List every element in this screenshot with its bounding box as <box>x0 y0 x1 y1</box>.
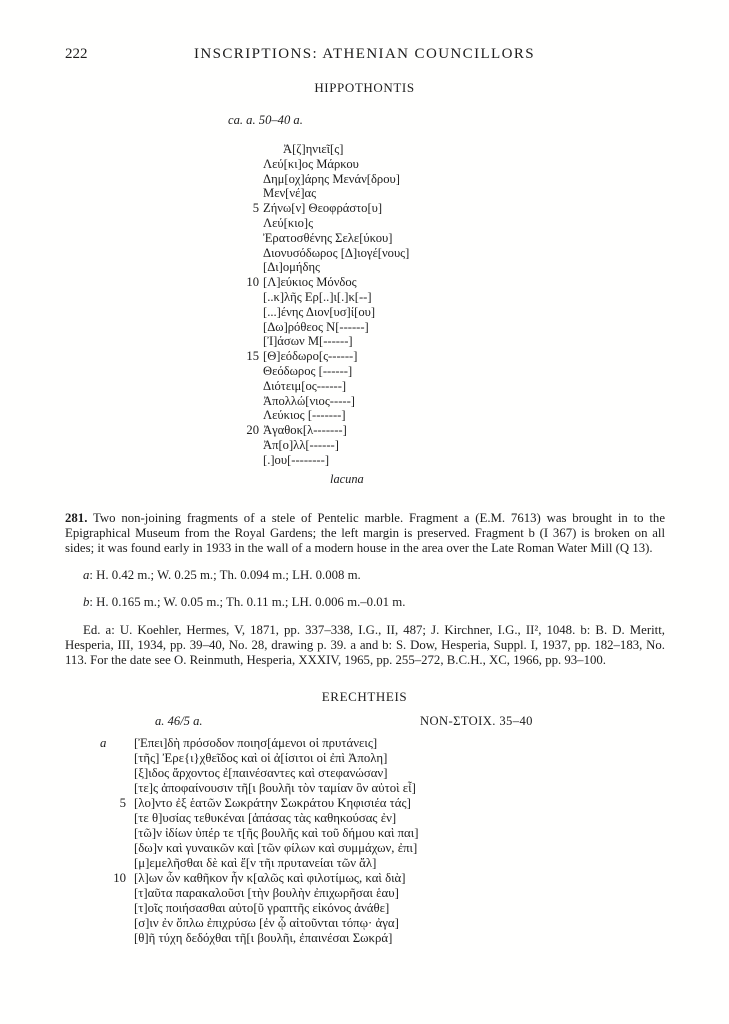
line-text: Ζήνω[ν] Θεοφράστο[υ] <box>263 201 383 216</box>
fragment-label: a <box>100 736 107 751</box>
line-text: [τε θ]υσίας τεθυκέναι [ἁπάσας τὰς καθηκούσας ἐν] <box>134 811 397 826</box>
line-number <box>243 394 259 409</box>
line-number <box>243 438 259 453</box>
page-header <box>0 0 729 62</box>
line-text: Ἀπ[ο]λλ[------] <box>263 437 339 452</box>
line-number <box>243 231 259 246</box>
erechtheis-meta-row <box>0 714 729 729</box>
inscription-line <box>100 766 729 781</box>
line-text: [ξ]ιδος ἄρχοντος ἐ[παινέσαντες καὶ στεφανώσαν] <box>134 766 388 781</box>
line-number <box>243 142 259 157</box>
inscription-line <box>100 856 729 871</box>
measurement-label: a <box>83 567 90 582</box>
line-text: [λ]ων ὧν καθῆκον ἦν κ[αλῶς καὶ φιλοτίμως, καὶ διὰ] <box>134 871 406 886</box>
inscription-block-erechtheis <box>100 736 729 946</box>
tribe-heading-hippothontis: HIPPOTHONTIS <box>314 80 415 95</box>
line-number <box>100 886 126 901</box>
running-title: INSCRIPTIONS: ATHENIAN COUNCILLORS <box>194 46 535 62</box>
inscription-line <box>243 423 729 438</box>
inscription-line <box>100 826 729 841</box>
inscription-line <box>243 364 729 379</box>
line-text: [τ]οῖς ποιήσασθαι αὐτο[ῦ γραπτῆς εἰκόνος ἀνάθε] <box>134 901 390 916</box>
line-text: [Δω]ρόθεος Ν[------] <box>263 319 369 334</box>
entry-number: 281. <box>65 510 88 525</box>
line-text: Λεύκιος [-------] <box>263 408 346 423</box>
inscription-line <box>243 201 729 216</box>
line-number <box>100 901 126 916</box>
inscription-line <box>243 246 729 261</box>
inscription-list-hippothontis <box>243 142 729 468</box>
line-number <box>243 216 259 231</box>
line-number: 5 <box>119 796 126 811</box>
line-text: Διότειμ[ος------] <box>263 378 347 393</box>
line-text: [Ἰ]άσων Μ[------] <box>263 334 353 349</box>
line-number <box>100 811 126 826</box>
line-text: Ἀ[ζ]ηνιεῖ[ς] <box>283 142 344 156</box>
line-text: Δημ[οχ]άρης Μενάν[δρου] <box>263 171 400 186</box>
line-number <box>100 931 126 946</box>
inscription-line <box>100 841 729 856</box>
line-text: Ἀγαθοκ[λ-------] <box>263 423 347 438</box>
line-number <box>100 751 126 766</box>
line-text: [τ]αῦτα παρακαλοῦσι [τὴν βουλὴν ἐπιχωρῆσαι ἑαυ] <box>134 886 399 901</box>
line-number: 10 <box>113 871 126 886</box>
line-text: [Δι]ομήδης <box>263 260 321 275</box>
line-text: [Θ]εόδωρο[ς------] <box>263 349 358 364</box>
line-text: Λεύ[κιο]ς <box>263 215 314 230</box>
line-text: Μεν[νέ]ας <box>263 186 317 201</box>
inscription-line <box>100 736 729 751</box>
inscription-line <box>100 811 729 826</box>
line-text: [...]ένης Διον[υσ]ί[ου] <box>263 304 376 319</box>
line-number <box>243 408 259 423</box>
inscription-line <box>100 781 729 796</box>
line-text: [τε]ς ἀποφαίνουσιν τῆ[ι βουλῆι τὸν ταμίαν ὃν αὐτοὶ εἶ] <box>134 781 416 796</box>
line-number <box>243 364 259 379</box>
line-text: [σ]ιν ἐν ὅπλω ἐπιχρύσω [ἐν ᾧ αἰτοῦνται τόπῳ· ἀγα] <box>134 916 399 931</box>
line-number <box>243 305 259 320</box>
line-text: Διονυσόδωρος [Δ]ιογέ[νους] <box>263 245 410 260</box>
inscription-line <box>243 453 729 468</box>
line-text: [.]ου[--------] <box>263 452 330 467</box>
date-line-erechtheis: a. 46/5 a. <box>155 714 203 729</box>
line-text: Λεύ[κι]ος Μάρκου <box>263 156 359 171</box>
line-text: Ἀπολλώ[νιος-----] <box>263 393 355 408</box>
tribe-heading-erechtheis: ERECHTHEIS <box>321 689 408 705</box>
line-text: Θεόδωρος [------] <box>263 363 353 378</box>
line-number <box>100 781 126 796</box>
entry-text: Two non-joining fragments of a stele of Pentelic marble. Fragment a (E.M. 7613) was brought in to the Epigraphical Museum from the Royal Gardens; the left margin is preserved. Fragment b (I 367) is broken on all sides; it was found early in 1933 in the wall of a modern house in the area over the Late Roman Water Mill (Q 13). <box>65 510 665 555</box>
line-number <box>243 172 259 187</box>
inscription-line <box>100 916 729 931</box>
line-text: [δω]ν καὶ γυναικῶν καὶ [τῶν φίλων καὶ συμμάχων, ἐπι] <box>134 841 418 856</box>
inscription-line <box>243 231 729 246</box>
measurement-line-a <box>83 568 665 583</box>
inscription-line <box>243 216 729 231</box>
inscription-line <box>100 751 729 766</box>
inscription-line <box>243 438 729 453</box>
inscription-line <box>243 260 729 275</box>
line-number: 5 <box>252 201 259 216</box>
line-number <box>243 453 259 468</box>
inscription-line <box>243 186 729 201</box>
entry-281-description <box>65 511 665 556</box>
inscription-line <box>243 379 729 394</box>
line-number: 10 <box>246 275 259 290</box>
inscription-line <box>243 275 729 290</box>
measurement-line-b <box>83 595 665 610</box>
line-number <box>100 916 126 931</box>
line-number <box>100 826 126 841</box>
line-text: Ἐρατοσθένης Σελε[ύκου] <box>263 230 393 245</box>
inscription-line <box>243 305 729 320</box>
editions-paragraph: Ed. a: U. Koehler, Hermes, V, 1871, pp. 337–338, I.G., II, 487; J. Kirchner, I.G., II², 1048. b: B. D. Meritt, Hesperia, III, 1934, pp. 39–40, No. 28, drawing p. 39. a and b: S. Dow, Hesperia, Suppl. I, 1937, pp. 182–183, No. 113. For the date see O. Reinmuth, Hesperia, XXXIV, 1965, pp. 255–272, B.C.H., XC, 1966, pp. 93–100. <box>65 623 665 668</box>
lacuna-note: lacuna <box>330 471 364 486</box>
stoichedon-note: ΝΟΝ-ΣΤΟΙΧ. 35–40 <box>420 714 533 729</box>
inscription-line <box>243 142 729 157</box>
inscription-line <box>100 871 729 886</box>
line-number <box>243 290 259 305</box>
inscription-line <box>243 394 729 409</box>
inscription-line <box>100 931 729 946</box>
inscription-line <box>243 157 729 172</box>
measurement-text: : H. 0.42 m.; W. 0.25 m.; Th. 0.094 m.; LH. 0.008 m. <box>89 567 361 582</box>
inscription-line <box>243 349 729 364</box>
line-number <box>100 856 126 871</box>
inscription-line <box>243 334 729 349</box>
line-text: [τῆς] Ἐρε{ι}χθεῖδος καὶ οἱ ἀ[ίσιτοι οἱ ἐπὶ Ἀπολη] <box>134 751 388 766</box>
date-line-hippothontis: ca. a. 50–40 a. <box>228 113 303 127</box>
page-number: 222 <box>65 46 88 62</box>
line-text: [..κ]λῆς Ερ[..]ι[.]κ[--] <box>263 289 372 304</box>
line-number <box>243 320 259 335</box>
line-number: 20 <box>246 423 259 438</box>
line-number <box>243 260 259 275</box>
line-text: [Ἐπει]δὴ πρόσοδον ποιησ[άμενοι οἱ πρυτάνεις] <box>134 736 378 751</box>
line-text: [μ]εμελῆσθαι δὲ καὶ ἔ[ν τῆι πρυτανείαι τῶν ἄλ] <box>134 856 377 871</box>
inscription-line <box>243 290 729 305</box>
line-text: [λο]ντο ἐξ ἑατῶν Σωκράτην Σωκράτου Κηφισιέα τάς] <box>134 796 411 811</box>
measurement-text: : H. 0.165 m.; W. 0.05 m.; Th. 0.11 m.; LH. 0.006 m.–0.01 m. <box>89 595 406 610</box>
inscription-line <box>243 320 729 335</box>
inscription-line <box>243 408 729 423</box>
line-number <box>100 841 126 856</box>
line-text: [θ]ῆ τύχη δεδόχθαι τῆ[ι βουλῆι, ἐπαινέσαι Σωκρά] <box>134 931 393 946</box>
inscription-line <box>100 796 729 811</box>
line-number <box>243 157 259 172</box>
line-number <box>100 766 126 781</box>
line-text: [τῶ]ν ἰδίων ὑπέρ τε τ[ῆς βουλῆς καὶ τοῦ δήμου καὶ παι] <box>134 826 419 841</box>
inscription-line <box>100 901 729 916</box>
line-number: 15 <box>246 349 259 364</box>
measurement-label: b <box>83 595 90 610</box>
inscription-line <box>243 172 729 187</box>
line-number <box>243 186 259 201</box>
line-number <box>243 334 259 349</box>
inscription-line <box>100 886 729 901</box>
line-text: [Λ]εύκιος Μόνδος <box>263 275 357 290</box>
line-number <box>243 379 259 394</box>
line-number <box>243 246 259 261</box>
